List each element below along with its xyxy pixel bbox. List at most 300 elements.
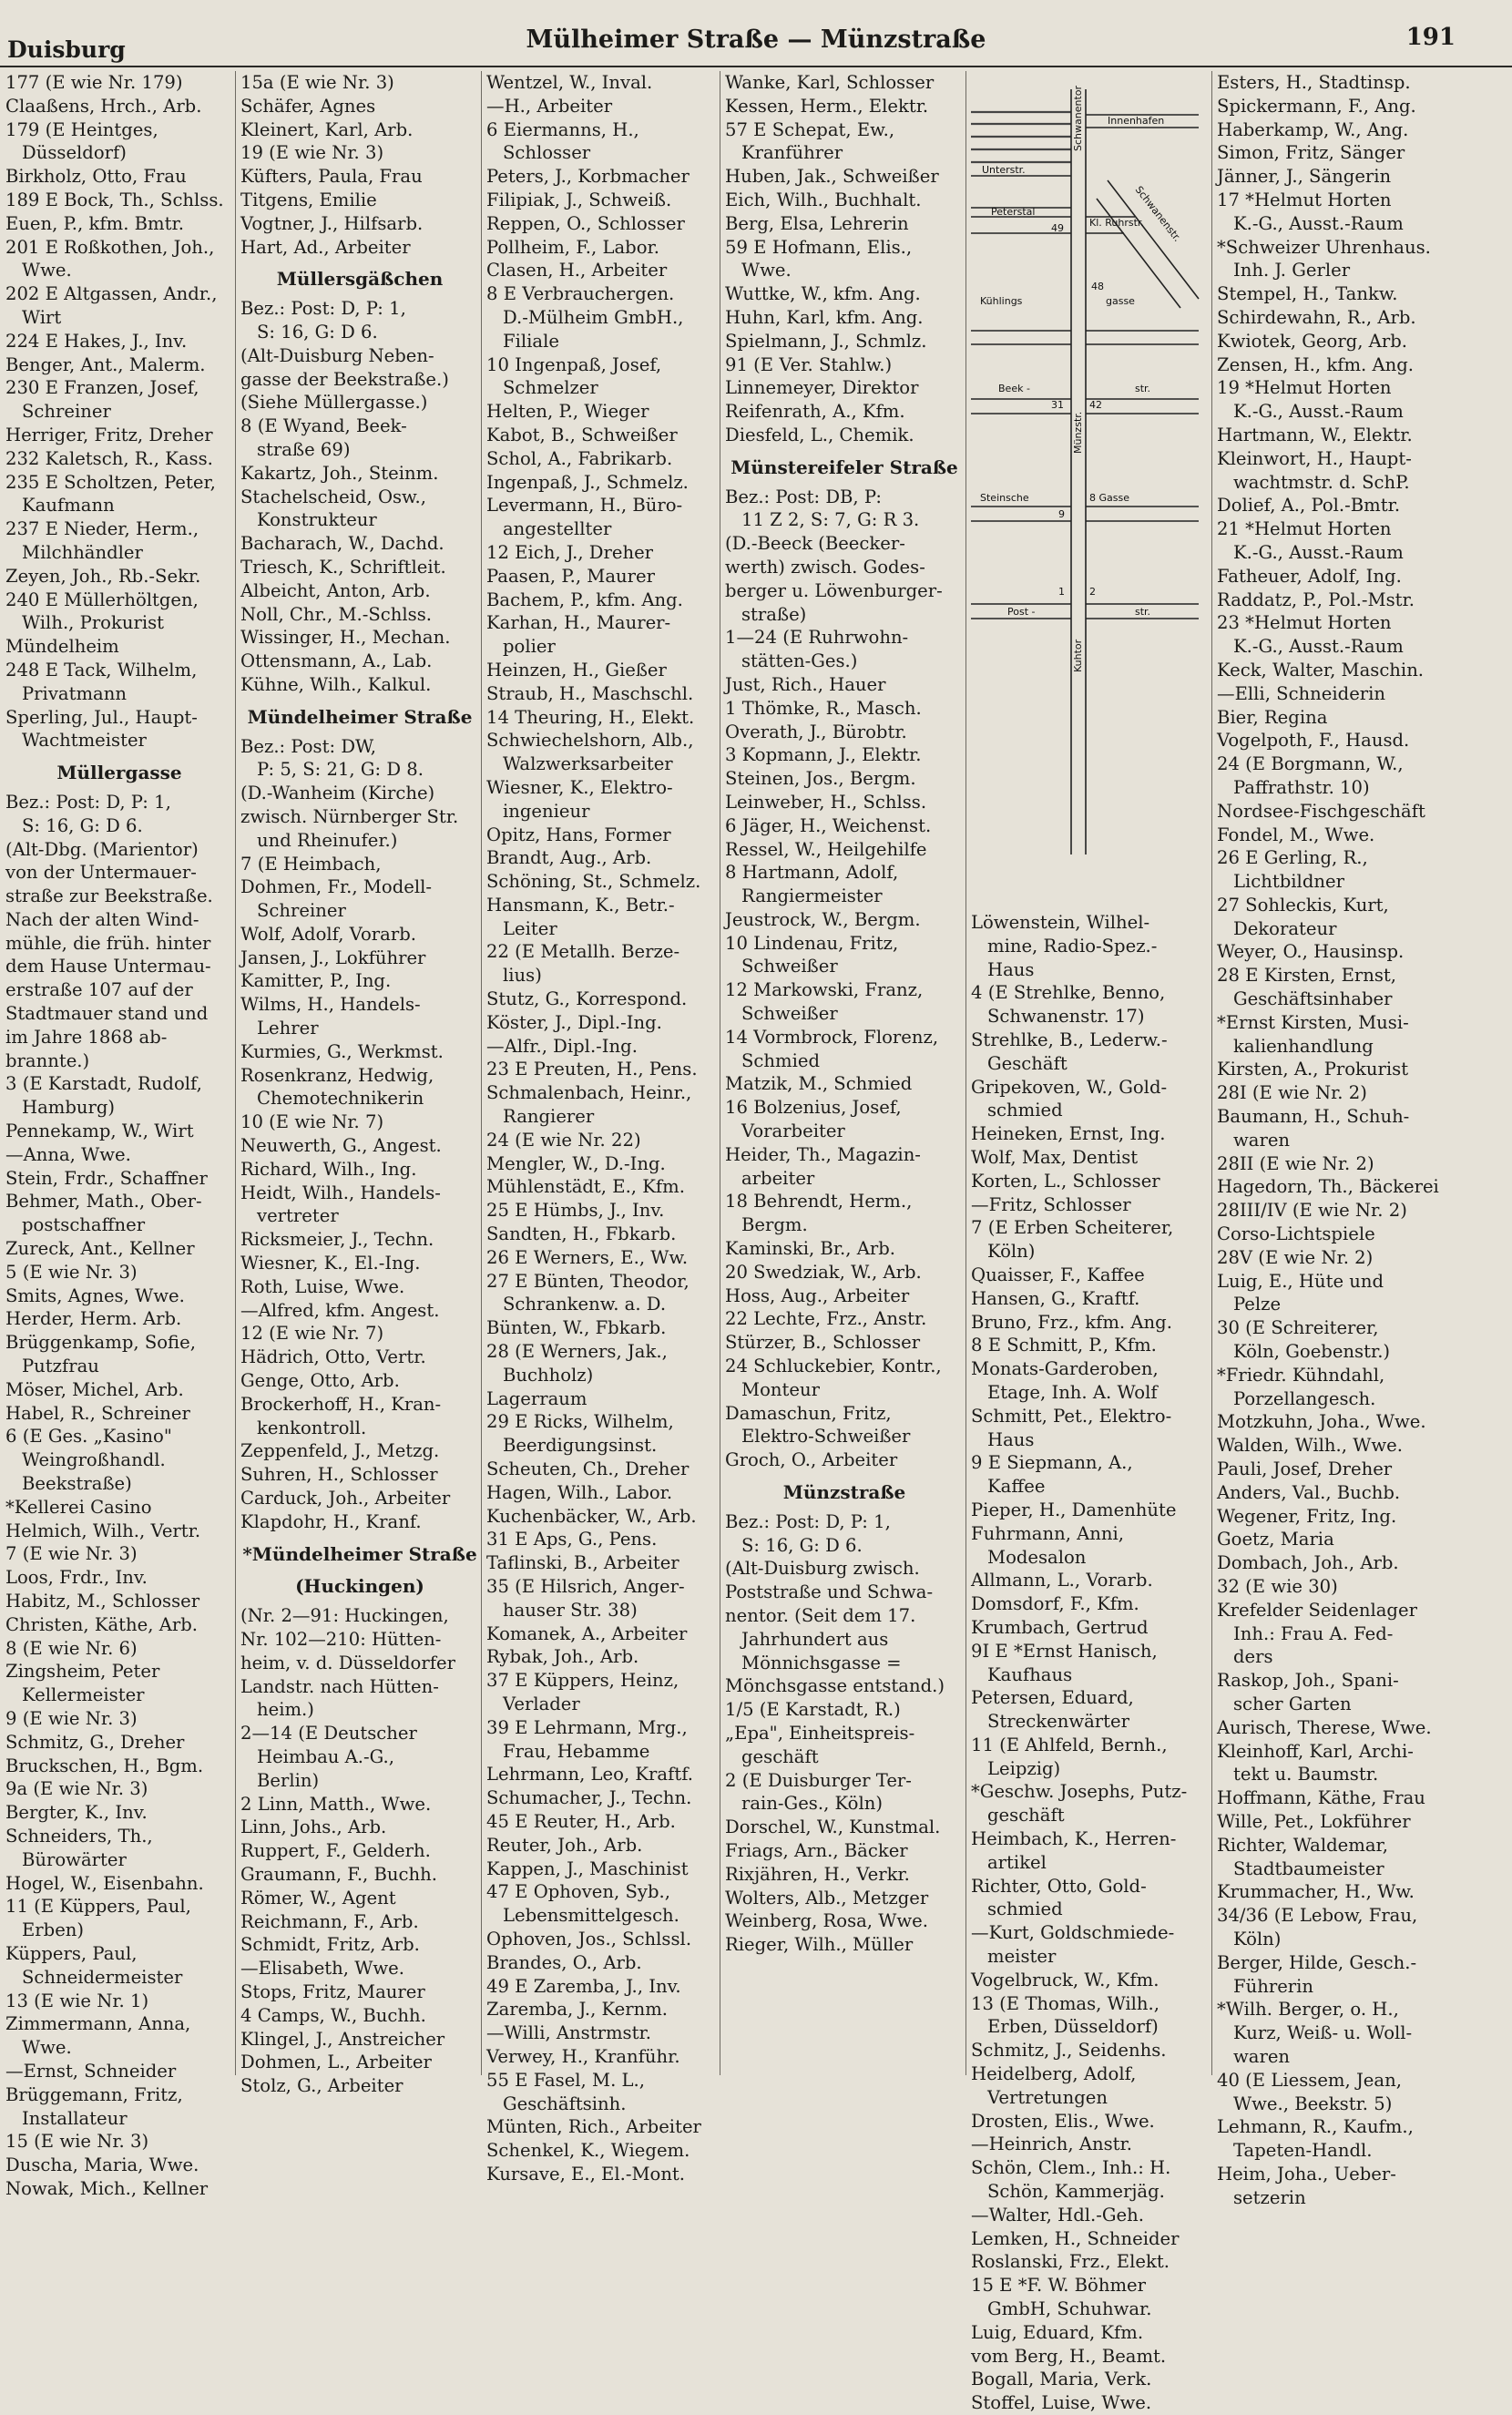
directory-entry: Allmann, L., Vorarb. [971,1570,1153,1591]
directory-entry: Hädrich, Otto, Vertr. [240,1346,426,1368]
directory-entry: Wolf, Max, Dentist [971,1146,1139,1168]
entry-continuation: Kaufmann [22,495,115,517]
map-label: Beek - [998,383,1030,394]
directory-entry: 202 E Altgassen, Andr., [5,283,218,305]
directory-entry: Richard, Wilh., Ing. [240,1158,417,1180]
directory-entry: 12 Markowski, Franz, [725,979,924,1001]
directory-entry: Kessen, Herm., Elektr. [725,95,929,117]
directory-entry: Brandes, O., Arb. [486,1951,642,1973]
directory-entry: Albeicht, Anton, Arb. [240,579,431,601]
map-label: str. [1135,383,1151,394]
directory-entry: Bez.: Post: D, P: 1, [725,1510,891,1532]
street-heading: Müllersgäßchen [276,268,444,291]
directory-entry: Keck, Walter, Maschin. [1217,659,1425,680]
directory-entry: von der Untermauer- [5,862,197,884]
directory-entry: Kwiotek, Georg, Arb. [1217,330,1407,352]
directory-entry: Küppers, Paul, [5,1942,138,1964]
directory-entry: Mündelheim [5,636,119,658]
directory-entry: 9I E *Ernst Hanisch, [971,1640,1158,1662]
directory-entry: 8 E Schmitt, P., Kfm. [971,1335,1157,1356]
entry-continuation: Streckenwärter [987,1711,1129,1733]
entry-continuation: Etage, Inh. A. Wolf [987,1381,1158,1403]
entry-continuation: Privatmann [22,682,127,704]
entry-continuation: heim.) [257,1699,314,1721]
header-rule [0,66,1512,67]
directory-entry: —Walter, Hdl.-Geh. [971,2204,1144,2226]
directory-entry: nentor. (Seit dem 17. [725,1605,916,1626]
entry-continuation: Wirt [22,306,62,328]
entry-continuation: straße) [741,603,807,625]
directory-entry: Stein, Frdr., Schaffner [5,1167,208,1189]
directory-entry: Habel, R., Schreiner [5,1402,190,1424]
directory-entry: Vogelbruck, W., Kfm. [971,1969,1160,1990]
entry-continuation: rain-Ges., Köln) [741,1793,883,1815]
directory-entry: Behmer, Math., Ober- [5,1191,202,1213]
directory-entry: —Fritz, Schlosser [971,1193,1131,1215]
directory-entry: Rosenkranz, Hedwig, [240,1064,434,1086]
directory-entry: Damaschun, Fritz, [725,1402,892,1424]
street-map [971,71,1210,902]
directory-entry: 15a (E wie Nr. 3) [240,72,394,93]
directory-entry: 57 E Schepat, Ew., [725,118,895,140]
directory-entry: Stürzer, B., Schlosser [725,1332,921,1354]
directory-entry: Hagedorn, Th., Bäckerei [1217,1176,1439,1198]
entry-continuation: P: 5, S: 21, G: D 8. [257,759,424,781]
directory-entry: straße zur Beekstraße. [5,885,213,907]
directory-entry: 17 *Helmut Horten [1217,189,1392,210]
directory-entry: Motzkuhn, Joha., Wwe. [1217,1411,1426,1433]
street-heading: (Huckingen) [295,1575,424,1598]
directory-entry: 1—24 (E Ruhrwohn- [725,627,909,649]
entry-continuation: scher Garten [1233,1693,1352,1714]
directory-entry: 179 (E Heintges, [5,118,158,140]
directory-entry: Lehrmann, Leo, Kraftf. [486,1764,694,1786]
directory-entry: Bier, Regina [1217,706,1328,728]
directory-entry: Schmitt, Pet., Elektro- [971,1405,1172,1427]
directory-entry: Birkholz, Otto, Frau [5,166,187,188]
directory-entry: Zingsheim, Peter [5,1661,160,1683]
directory-entry: Heineken, Ernst, Ing. [971,1123,1166,1145]
entry-continuation: tekt u. Baumstr. [1233,1764,1379,1786]
entry-continuation: arbeiter [741,1167,815,1189]
directory-entry: Aurisch, Therese, Wwe. [1217,1716,1432,1738]
directory-entry: Wiesner, K., El.-Ing. [240,1253,421,1274]
directory-entry: Bogall, Maria, Verk. [971,2369,1152,2390]
entry-continuation: Lehrer [257,1018,319,1039]
entry-continuation: vertreter [257,1205,339,1227]
directory-entry: Stoffel, Luise, Wwe. [971,2392,1152,2414]
column-1 [5,71,233,2199]
directory-entry: Heimbach, K., Herren- [971,1828,1177,1850]
directory-entry: 14 Theuring, H., Elekt. [486,706,695,728]
directory-entry: Helmich, Wilh., Vertr. [5,1520,201,1541]
entry-continuation: Geschäft [987,1052,1068,1074]
directory-entry: Schwiechelshorn, Alb., [486,730,694,752]
map-label: Unterstr. [982,164,1026,176]
directory-entry: Lagerraum [486,1387,587,1409]
directory-entry: Linnemeyer, Direktor [725,377,919,399]
directory-entry: 4 Camps, W., Buchh. [240,2004,426,2026]
directory-entry: Herder, Herm. Arb. [5,1308,182,1330]
directory-entry: Duscha, Maria, Wwe. [5,2154,199,2176]
directory-entry: Verwey, H., Kranführ. [486,2045,680,2067]
entry-continuation: Köln) [1233,1928,1282,1949]
directory-entry: Bez.: Post: D, P: 1, [240,298,406,320]
entry-continuation: Filiale [503,330,559,352]
directory-entry: Korten, L., Schlosser [971,1170,1160,1192]
entry-continuation: Milchhändler [22,541,143,563]
directory-entry: Benger, Ant., Malerm. [5,353,206,375]
directory-entry: 30 (E Schreiterer, [1217,1317,1379,1339]
entry-continuation: Installateur [22,2107,128,2129]
directory-entry: Taflinski, B., Arbeiter [486,1552,679,1574]
directory-entry: Hoss, Aug., Arbeiter [725,1284,910,1306]
entry-continuation: setzerin [1233,2186,1306,2208]
directory-entry: Zaremba, J., Kernm. [486,1999,669,2021]
page-number: 191 [1405,24,1456,51]
directory-entry: 13 (E wie Nr. 1) [5,1990,149,2011]
directory-entry: Möser, Michel, Arb. [5,1378,184,1400]
entry-continuation: D.-Mülheim GmbH., [503,306,684,328]
directory-entry: Zimmermann, Anna, [5,2013,191,2035]
entry-continuation: Führerin [1233,1975,1314,1997]
directory-entry: Kamitter, P., Ing. [240,970,392,992]
directory-entry: Claaßens, Hrch., Arb. [5,95,202,117]
directory-entry: 39 E Lehrmann, Mrg., [486,1716,688,1738]
column-5 [971,911,1204,2414]
directory-entry: Kleinhoff, Karl, Archi- [1217,1740,1414,1762]
entry-continuation: Rangiermeister [741,885,883,907]
directory-entry: Ressel, W., Heilgehilfe [725,838,927,860]
directory-entry: (D.-Wanheim (Kirche) [240,783,435,804]
directory-entry: Zeyen, Joh., Rb.-Sekr. [5,565,201,587]
directory-entry: Ruppert, F., Gelderh. [240,1840,431,1862]
entry-continuation: Paffrathstr. 10) [1233,776,1370,798]
entry-continuation: Leiter [503,917,557,939]
directory-entry: (Alt-Duisburg Neben- [240,344,434,366]
directory-entry: —Heinrich, Anstr. [971,2134,1132,2155]
directory-entry: Kursave, E., El.-Mont. [486,2163,686,2185]
directory-entry: (Alt-Duisburg zwisch. [725,1558,920,1580]
directory-entry: Schöning, St., Schmelz. [486,871,701,893]
directory-entry: Kappen, J., Maschinist [486,1857,689,1879]
directory-entry: Schmitz, G., Dreher [5,1731,185,1753]
entry-continuation: Schreiner [257,900,346,922]
directory-entry: Jänner, J., Sängerin [1217,166,1392,188]
column-4 [725,71,964,2075]
entry-continuation: Schlosser [503,142,591,164]
entry-continuation: Heimbau A.-G., [257,1745,395,1767]
directory-entry: —Kurt, Goldschmiede- [971,1922,1175,1944]
directory-entry: Schumacher, J., Techn. [486,1787,692,1809]
directory-entry: Vogtner, J., Hilfsarb. [240,212,424,234]
entry-continuation: Schreiner [22,401,111,423]
entry-continuation: kenkontroll. [257,1417,367,1438]
directory-entry: Mönchsgasse entstand.) [725,1675,945,1697]
directory-entry: Schön, Clem., Inh.: H. [971,2157,1171,2179]
directory-entry: Pauli, Josef, Dreher [1217,1458,1393,1480]
directory-entry: 201 E Roßkothen, Joh., [5,236,215,258]
directory-entry: Kirsten, A., Prokurist [1217,1059,1409,1080]
directory-entry: Reuter, Joh., Arb. [486,1834,643,1856]
directory-entry: Sperling, Jul., Haupt- [5,706,198,728]
entry-continuation: kalienhandlung [1233,1035,1374,1057]
entry-continuation: polier [503,636,556,658]
entry-continuation: Buchholz) [503,1364,594,1386]
directory-entry: 2 Linn, Matth., Wwe. [240,1793,432,1815]
entry-continuation: Frau, Hebamme [503,1740,650,1762]
directory-entry: Euen, P., kfm. Bmtr. [5,212,184,234]
directory-entry: 7 (E Erben Scheiterer, [971,1217,1174,1239]
entry-continuation: postschaffner [22,1214,146,1236]
entry-continuation: Jahrhundert aus [741,1628,889,1650]
directory-entry: Raskop, Joh., Spani- [1217,1670,1399,1692]
directory-entry: Fatheuer, Adolf, Ing. [1217,565,1402,587]
directory-entry: mühle, die früh. hinter [5,932,211,954]
entry-continuation: wachtmstr. d. SchP. [1233,471,1410,493]
entry-continuation: Bergm. [741,1214,808,1236]
directory-entry: Linn, Johs., Arb. [240,1816,387,1838]
directory-entry: Mühlenstädt, E., Kfm. [486,1176,685,1198]
directory-entry: Krefelder Seidenlager [1217,1599,1417,1621]
directory-entry: 19 *Helmut Horten [1217,377,1392,399]
directory-entry: Wille, Pet., Lokführer [1217,1810,1411,1832]
street-heading: *Mündelheimer Straße [242,1542,477,1565]
column-divider [965,71,966,2075]
entry-continuation: Verlader [503,1693,580,1714]
directory-entry: Klingel, J., Anstreicher [240,2028,445,2050]
directory-entry: Strehlke, B., Lederw.- [971,1028,1168,1050]
directory-entry: Bez.: Post: D, P: 1, [5,791,171,813]
entry-continuation: Schmelzer [503,377,598,399]
directory-entry: Pennekamp, W., Wirt [5,1121,194,1142]
directory-entry: 28II (E wie Nr. 2) [1217,1152,1374,1174]
directory-entry: Hartmann, W., Elektr. [1217,424,1413,445]
entry-continuation: mine, Radio-Spez.- [987,935,1158,957]
directory-entry: 2 (E Duisburger Ter- [725,1769,912,1791]
directory-entry: *Ernst Kirsten, Musi- [1217,1011,1409,1033]
directory-entry: 6 Eiermanns, H., [486,118,639,140]
entry-continuation: lius) [503,965,542,987]
entry-continuation: Chemotechnikerin [257,1088,424,1110]
directory-entry: Heidt, Wilh., Handels- [240,1182,441,1203]
directory-entry: Drosten, Elis., Wwe. [971,2110,1155,2132]
directory-entry: Brüggenkamp, Sofie, [5,1332,196,1354]
entry-continuation: Leipzig) [987,1757,1061,1779]
column-2 [240,71,479,2097]
entry-continuation: Porzellangesch. [1233,1387,1376,1409]
directory-entry: Stolz, G., Arbeiter [240,2075,404,2097]
directory-entry: Nordsee-Fischgeschäft [1217,800,1425,822]
directory-entry: Weyer, O., Hausinsp. [1217,941,1405,963]
directory-entry: Bez.: Post: DB, P: [725,486,882,507]
directory-entry: 2—14 (E Deutscher [240,1723,417,1745]
directory-entry: 25 E Hümbs, J., Inv. [486,1200,665,1222]
entry-continuation: Düsseldorf) [22,142,127,164]
directory-entry: 28 (E Werners, Jak., [486,1341,668,1363]
directory-entry: 9 (E wie Nr. 3) [5,1707,138,1729]
directory-entry: Römer, W., Agent [240,1887,396,1908]
directory-entry: 8 Hartmann, Adolf, [725,862,899,884]
map-label: 8 Gasse [1089,492,1129,504]
directory-entry: Wentzel, W., Inval. [486,72,653,93]
directory-entry: Schol, A., Fabrikarb. [486,447,673,469]
directory-entry: 11 (E Ahlfeld, Bernh., [971,1734,1168,1755]
directory-entry: Weinberg, Rosa, Wwe. [725,1910,929,1932]
directory-entry: 37 E Küppers, Heinz, [486,1670,679,1692]
directory-entry: Klapdohr, H., Kranf. [240,1510,422,1532]
directory-entry: Fuhrmann, Anni, [971,1522,1125,1544]
map-lines [971,89,1199,854]
directory-entry: Goetz, Maria [1217,1529,1334,1550]
map-label: Schwanentor [1072,85,1084,151]
entry-continuation: Wwe. [741,260,792,281]
entry-continuation: waren [1233,1129,1291,1151]
entry-continuation: Schwanenstr. 17) [987,1006,1145,1028]
entry-continuation: Walzwerksarbeiter [503,753,673,775]
map-label: Innenhafen [1108,115,1165,127]
entry-continuation: Kurz, Weiß- u. Woll- [1233,2022,1413,2044]
directory-entry: Reppen, O., Schlosser [486,212,685,234]
directory-entry: Wolf, Adolf, Vorarb. [240,923,416,945]
entry-continuation: S: 16, G: D 6. [741,1534,863,1556]
directory-entry: Kleinert, Karl, Arb. [240,118,414,140]
entry-continuation: Dekorateur [1233,917,1337,939]
map-label: 2 [1089,586,1096,598]
directory-entry: Corso-Lichtspiele [1217,1223,1375,1245]
column-6 [1217,71,1490,2208]
street-heading: Mündelheimer Straße [247,705,473,728]
entry-continuation: Wwe., Beekstr. 5) [1233,2093,1393,2114]
directory-entry: Suhren, H., Schlosser [240,1464,438,1486]
directory-entry: 23 *Helmut Horten [1217,612,1392,634]
directory-entry: Heinzen, H., Gießer [486,659,667,680]
entry-continuation: ingenieur [503,800,590,822]
column-divider [235,71,236,2075]
directory-entry: —Elisabeth, Wwe. [240,1958,404,1980]
directory-entry: Karhan, H., Maurer- [486,612,671,634]
entry-continuation: Kaffee [987,1476,1046,1498]
entry-continuation: und Rheinufer.) [257,829,398,851]
entry-continuation: Konstrukteur [257,509,377,531]
directory-entry: Titgens, Emilie [240,189,377,210]
directory-entry: Schmidt, Fritz, Arb. [240,1934,420,1956]
directory-entry: Dorschel, W., Kunstmal. [725,1816,941,1838]
entry-continuation: Inh.: Frau A. Fed- [1233,1622,1394,1644]
directory-entry: Simon, Fritz, Sänger [1217,142,1405,164]
directory-entry: Stops, Fritz, Maurer [240,1980,425,2002]
column-divider [1211,71,1212,2075]
directory-entry: 10 Ingenpaß, Josef, [486,353,662,375]
directory-entry: 7 (E wie Nr. 3) [5,1543,138,1565]
entry-continuation: meister [987,1946,1057,1968]
directory-entry: Reichmann, F., Arb. [240,1910,419,1932]
directory-entry: 3 Kopmann, J., Elektr. [725,744,922,766]
directory-entry: zwisch. Nürnberger Str. [240,805,459,827]
directory-entry: 91 (E Ver. Stahlw.) [725,353,893,375]
entry-continuation: Lichtbildner [1233,871,1344,893]
directory-entry: 24 Schluckebier, Kontr., [725,1356,942,1377]
directory-entry: 16 Bolzenius, Josef, [725,1097,902,1119]
directory-entry: gasse der Beekstraße.) [240,368,449,390]
map-label: 49 [1051,222,1064,234]
entry-continuation: Köln, Goebenstr.) [1233,1341,1391,1363]
map-label: 31 [1051,399,1064,411]
entry-continuation: geschäft [987,1805,1065,1827]
directory-entry: Schneiders, Th., [5,1825,153,1847]
entry-continuation: Wachtmeister [22,730,147,752]
directory-entry: Petersen, Eduard, [971,1687,1134,1709]
directory-entry: Berg, Elsa, Lehrerin [725,212,909,234]
directory-entry: Ophoven, Jos., Schlssl. [486,1928,692,1949]
directory-entry: Baumann, H., Schuh- [1217,1106,1410,1128]
directory-entry: 10 (E wie Nr. 7) [240,1111,384,1133]
entry-continuation: 11 Z 2, S: 7, G: R 3. [741,509,920,531]
directory-entry: Bergter, K., Inv. [5,1802,148,1824]
map-label: Kl. Ruhrstr. [1089,217,1144,229]
directory-entry: 28 E Kirsten, Ernst, [1217,965,1397,987]
entry-continuation: K.-G., Ausst.-Raum [1233,636,1404,658]
directory-entry: Schenkel, K., Wiegem. [486,2140,690,2162]
directory-entry: Köster, J., Dipl.-Ing. [486,1011,662,1033]
directory-entry: 29 E Ricks, Wilhelm, [486,1411,674,1433]
map-label: Kühlings [980,295,1023,307]
entry-continuation: Wilh., Prokurist [22,612,165,634]
directory-entry: Berger, Hilde, Gesch.- [1217,1951,1417,1973]
directory-entry: 20 Swedziak, W., Arb. [725,1261,922,1283]
directory-entry: Eich, Wilh., Buchhalt. [725,189,922,210]
directory-entry: 7 (E Heimbach, [240,853,382,875]
directory-entry: Nach der alten Wind- [5,908,199,930]
directory-entry: Luig, E., Hüte und [1217,1270,1384,1292]
entry-continuation: Beekstraße) [22,1473,132,1495]
directory-entry: Smits, Agnes, Wwe. [5,1284,185,1306]
directory-entry: Landstr. nach Hütten- [240,1675,439,1697]
directory-entry: Stempel, H., Tankw. [1217,283,1398,305]
directory-entry: Groch, O., Arbeiter [725,1449,898,1471]
entry-continuation: Inh. J. Gerler [1233,260,1351,281]
directory-entry: Zensen, H., kfm. Ang. [1217,353,1415,375]
entry-continuation: Monteur [741,1378,820,1400]
directory-entry: Bruno, Frz., kfm. Ang. [971,1311,1172,1333]
directory-entry: Levermann, H., Büro- [486,495,683,517]
directory-entry: 27 Sohleckis, Kurt, [1217,894,1389,916]
directory-entry: Jansen, J., Lokführer [240,947,426,968]
directory-entry: 248 E Tack, Wilhelm, [5,659,198,680]
directory-entry: „Epa", Einheitspreis- [725,1722,915,1744]
directory-entry: Dohmen, L., Arbeiter [240,2052,432,2073]
directory-entry: —Willi, Anstrmstr. [486,2022,651,2044]
directory-entry: Bacharach, W., Dachd. [240,533,444,555]
directory-entry: 55 E Fasel, M. L., [486,2069,645,2091]
directory-entry: —Ernst, Schneider [5,2060,177,2082]
directory-entry: 237 E Nieder, Herm., [5,518,199,540]
directory-entry: Löwenstein, Wilhel- [971,912,1150,933]
directory-entry: 240 E Müllerhöltgen, [5,588,199,610]
map-label: 9 [1058,508,1065,520]
directory-entry: 45 E Reuter, H., Arb. [486,1810,676,1832]
directory-entry: Wilms, H., Handels- [240,994,421,1016]
directory-entry: 22 Lechte, Frz., Anstr. [725,1308,927,1330]
directory-entry: Poststraße und Schwa- [725,1581,934,1603]
directory-entry: Fondel, M., Wwe. [1217,824,1375,845]
directory-entry: 24 (E Borgmann, W., [1217,753,1404,775]
directory-entry: Steinen, Jos., Bergm. [725,768,916,790]
entry-continuation: angestellter [503,518,612,540]
directory-entry: Bachem, P., kfm. Ang. [486,588,683,610]
directory-entry: Küfters, Paula, Frau [240,166,423,188]
directory-entry: Roslanski, Frz., Elekt. [971,2251,1170,2273]
